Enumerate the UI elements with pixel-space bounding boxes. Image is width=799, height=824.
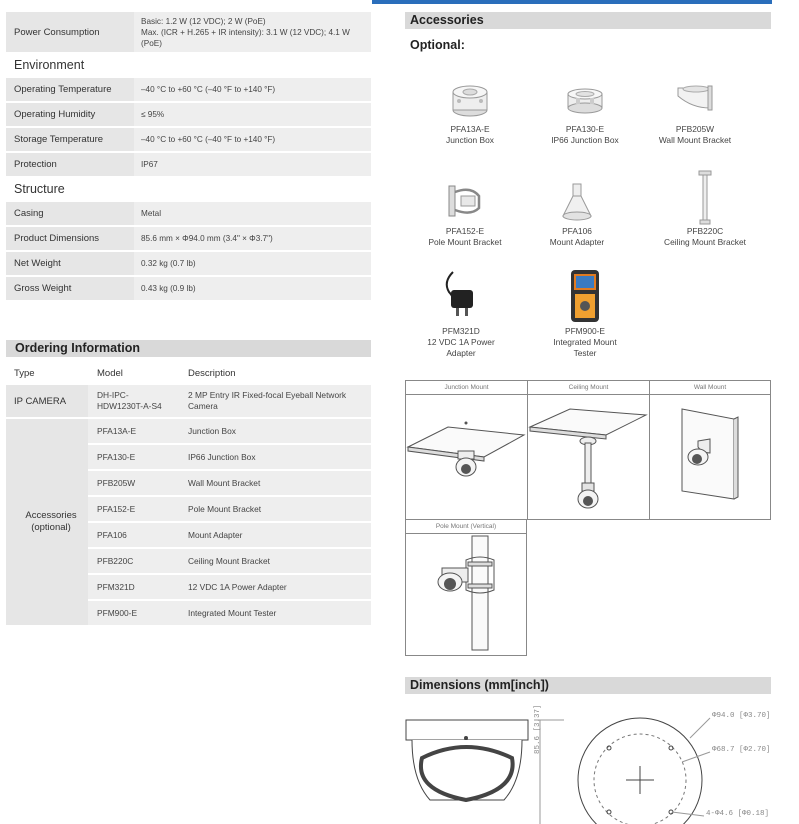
section-heading-structure: Structure (6, 178, 371, 200)
dimensions-heading: Dimensions (mm[inch]) (405, 677, 771, 694)
mounting-diagrams (405, 380, 771, 520)
mounting-holes-label: 4-Φ4.6 [Φ0.18] (706, 810, 770, 818)
spec-value: –40 °C to +60 °C (–40 °F to +140 °F) (134, 128, 371, 151)
spec-row-net-weight (6, 252, 371, 275)
accessory-code: PFA13A-E (450, 124, 490, 134)
power-line1: Basic: 1.2 W (12 VDC); 2 W (PoE) (141, 16, 266, 26)
accessory-item (522, 182, 632, 248)
accessory-code: PFB220C (686, 226, 724, 236)
description-cell: 2 MP Entry IR Fixed-focal Eyeball Network Camera (180, 385, 371, 417)
description-cell: Wall Mount Bracket (180, 471, 371, 495)
spec-label: Casing (6, 202, 134, 225)
mount-label: Junction Mount (406, 381, 527, 395)
accessory-name: Integrated Mount (553, 337, 617, 347)
accessory-item (650, 170, 760, 248)
spec-label: Protection (6, 153, 134, 176)
accessory-name: Junction Box (446, 135, 494, 145)
spec-value: ≤ 95% (134, 103, 371, 126)
model-cell: PFA13A-E (88, 419, 180, 443)
spec-row-casing (6, 202, 371, 225)
spec-value: 0.43 kg (0.9 lb) (134, 277, 371, 300)
model-cell: PFB205W (88, 471, 180, 495)
model-cell: PFA152-E (88, 497, 180, 521)
ceiling-mount-bracket-icon (650, 170, 760, 226)
power-line3: (PoE) (141, 38, 162, 48)
description-cell: Junction Box (180, 419, 371, 443)
model-cell: PFA130-E (88, 445, 180, 469)
model-cell: PFM900-E (88, 601, 180, 625)
accessory-code: PFM900-E (564, 326, 606, 336)
mount-label: Wall Mount (650, 381, 770, 395)
description-cell: Integrated Mount Tester (180, 601, 371, 625)
wall-mount-diagram (650, 381, 770, 519)
accessory-name: Ceiling Mount Bracket (664, 237, 746, 247)
accessory-code: PFA106 (562, 226, 592, 236)
spec-table (6, 10, 371, 302)
accessory-name: Adapter (446, 348, 476, 358)
accessory-name: IP66 Junction Box (551, 135, 619, 145)
description-cell: Ceiling Mount Bracket (180, 549, 371, 573)
accessory-name: Pole Mount Bracket (428, 237, 502, 247)
mount-tester-icon (530, 268, 640, 326)
outer-diameter-label: Φ94.0 [Φ3.70] (712, 712, 771, 720)
accessories-type-cell: Accessories (optional) (6, 419, 88, 625)
section-heading-environment: Environment (6, 54, 371, 76)
accessory-item (406, 268, 516, 359)
power-adapter-icon (406, 268, 516, 326)
column-header-model: Model (88, 363, 180, 383)
accessory-name: Tester (573, 348, 597, 358)
mount-label: Ceiling Mount (528, 381, 649, 395)
spec-value: –40 °C to +60 °C (–40 °F to +140 °F) (134, 78, 371, 101)
optional-label: Optional: (410, 38, 465, 52)
accessory-name: 12 VDC 1A Power (427, 337, 495, 347)
mount-adapter-icon (522, 182, 632, 226)
spec-row-storage-temperature (6, 128, 371, 151)
accessory-code: PFA152-E (445, 226, 485, 236)
spec-label: Gross Weight (6, 277, 134, 300)
description-cell: IP66 Junction Box (180, 445, 371, 469)
spec-label: Storage Temperature (6, 128, 134, 151)
specifications-section (6, 10, 371, 302)
ip66-junction-box-icon (530, 80, 640, 124)
table-row (6, 419, 371, 443)
spec-label: Operating Temperature (6, 78, 134, 101)
ordering-header-row (6, 363, 371, 383)
column-header-type: Type (6, 363, 88, 383)
accessories-heading: Accessories (405, 12, 771, 29)
ordering-table (6, 361, 371, 627)
height-dimension-label: 85.6 [3.37] (534, 704, 542, 754)
spec-row-protection (6, 153, 371, 176)
power-line2: Max. (ICR + H.265 + IR intensity): 3.1 W (12 VDC); 4.1 W (141, 27, 350, 37)
inner-diameter-label: Φ68.7 [Φ2.70] (712, 746, 771, 754)
accessory-item (640, 80, 750, 146)
accessory-code: PFA130-E (565, 124, 605, 134)
model-cell: PFM321D (88, 575, 180, 599)
spec-label: Operating Humidity (6, 103, 134, 126)
accessory-code: PFB205W (675, 124, 715, 134)
spec-label: Power Consumption (6, 12, 134, 52)
spec-row-power (6, 12, 371, 52)
spec-value: IP67 (134, 153, 371, 176)
junction-mount-diagram (406, 381, 528, 519)
description-cell: Pole Mount Bracket (180, 497, 371, 521)
junction-box-icon (415, 80, 525, 124)
model-cell: DH-IPC- HDW1230T-A-S4 (88, 385, 180, 417)
pole-mount-vertical-diagram (405, 519, 527, 656)
description-cell: Mount Adapter (180, 523, 371, 547)
accessory-code: PFM321D (442, 326, 480, 336)
accessory-name: Wall Mount Bracket (658, 135, 732, 145)
table-row-camera (6, 385, 371, 417)
ordering-information-heading: Ordering Information (6, 340, 371, 357)
spec-row-product-dimensions (6, 227, 371, 250)
spec-value: 0.32 kg (0.7 lb) (134, 252, 371, 275)
spec-row-gross-weight (6, 277, 371, 300)
model-cell: PFB220C (88, 549, 180, 573)
mount-label: Pole Mount (Vertical) (406, 520, 526, 534)
accessory-item (415, 80, 525, 146)
model-cell: PFA106 (88, 523, 180, 547)
spec-label: Product Dimensions (6, 227, 134, 250)
pole-mount-bracket-icon (410, 182, 520, 226)
spec-value: Metal (134, 202, 371, 225)
accessory-name: Mount Adapter (549, 237, 605, 247)
spec-row-operating-temperature (6, 78, 371, 101)
description-cell: 12 VDC 1A Power Adapter (180, 575, 371, 599)
type-cell: IP CAMERA (6, 385, 88, 417)
ceiling-mount-diagram (528, 381, 650, 519)
wall-mount-bracket-icon (640, 80, 750, 124)
spec-value: 85.6 mm × Φ94.0 mm (3.4" × Φ3.7") (134, 227, 371, 250)
accessory-item (530, 80, 640, 146)
accessory-item (410, 182, 520, 248)
accent-bar (372, 0, 772, 4)
spec-label: Net Weight (6, 252, 134, 275)
spec-value (134, 12, 371, 52)
accessory-item (530, 268, 640, 359)
spec-row-operating-humidity (6, 103, 371, 126)
column-header-description: Description (180, 363, 371, 383)
